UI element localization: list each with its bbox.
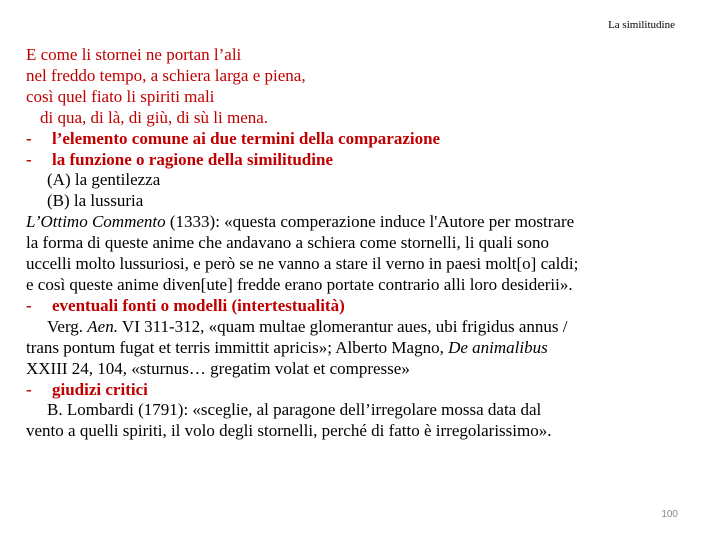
bullet-dash: - [26, 379, 32, 399]
bullet-dash: - [26, 128, 32, 148]
verse-line-4: di qua, di là, di giù, di sù li mena. [40, 107, 269, 127]
verse-line-1: E come li stornei ne portan l’ali [26, 45, 242, 64]
point-label: la funzione o ragione della similitudine [52, 149, 333, 169]
slide-title: La similitudine [608, 19, 675, 31]
option-b: (B) la lussuria [47, 191, 144, 211]
de-animalibus-title: De animalibus [448, 337, 548, 357]
lombardi-line-2: vento a quelli spiriti, il volo degli stornelli, perché di fatto è irregolarissimo». [26, 421, 552, 441]
sources-line-3: XXIII 24, 104, «sturnus… gregatim volat et compresse» [26, 358, 410, 378]
verse-line-2: nel freddo tempo, a schiera larga e piena, [26, 65, 306, 85]
slide-body [26, 45, 691, 442]
ottimo-line-1: L’Ottimo Commento (1333): «questa comperazione induce l'Autore per mostrare [26, 212, 575, 232]
verse-line-3: così quel fiato li spiriti mali [26, 86, 215, 106]
point-common-element [26, 129, 691, 150]
aen-title: Aen. [87, 316, 118, 336]
sources-line-1: Verg. Aen. VI 311-312, «quam multae glomerantur aues, ubi frigidus annus / [47, 316, 568, 336]
point-function [26, 150, 691, 171]
point-label: eventuali fonti o modelli (intertestualità) [52, 295, 345, 315]
ottimo-line-3: uccelli molto lussuriosi, e però se ne vanno a stare il verno in paesi molt[o] caldi; [26, 254, 579, 274]
page-number: 100 [661, 509, 678, 520]
option-a: (A) la gentilezza [47, 170, 161, 190]
point-label: l’elemento comune ai due termini della comparazione [52, 128, 441, 148]
point-critical-judgments [26, 380, 691, 401]
point-label: giudizi critici [52, 379, 148, 399]
bullet-dash: - [26, 295, 32, 315]
ottimo-line-2: la forma di queste anime che andavano a schiera come stornelli, li quali sono [26, 233, 550, 253]
lombardi-line-1: B. Lombardi (1791): «sceglie, al paragone dell’irregolare mossa data dal [47, 400, 542, 420]
ottimo-title: L’Ottimo Commento [26, 212, 166, 232]
point-sources [26, 296, 691, 317]
sources-line-2: trans pontum fugat et terris immittit apricis»; Alberto Magno, De animalibus [26, 337, 548, 357]
ottimo-line-4: e così queste anime diven[ute] fredde erano portate contrario alli loro desiderii». [26, 274, 573, 294]
bullet-dash: - [26, 149, 32, 169]
